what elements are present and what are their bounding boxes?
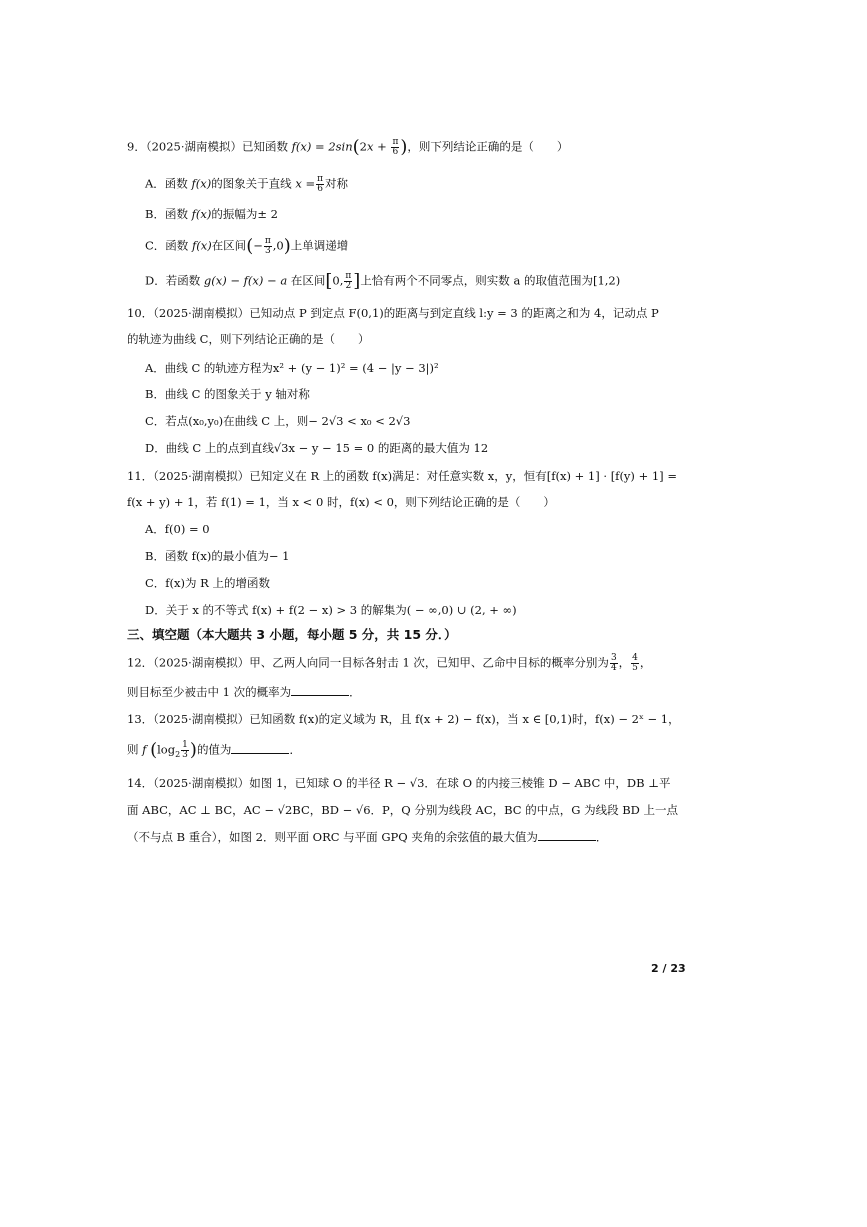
q9-c-text2: 在区间: [211, 238, 247, 253]
q9-stem-math: f(x) = 2sin: [291, 139, 353, 154]
q10-option-b: B．曲线 C 的图象关于 y 轴对称: [145, 387, 310, 401]
q12-text2: 则目标至少被击中 1 次的概率为: [127, 685, 292, 699]
q9-a-text1: A．函数: [145, 176, 192, 191]
section-3-heading: 三、填空题（本大题共 3 小题，每小题 5 分，共 15 分．）: [127, 627, 457, 642]
q13-text2: 的值为: [196, 742, 232, 757]
q14-line3: [127, 829, 607, 845]
page-number: 2 / 23: [651, 962, 686, 975]
q9-a-math1: f(x): [191, 176, 212, 191]
q9-b-text2: 的振幅为± 2: [211, 207, 278, 221]
q10-option-c: C．若点(x₀,y₀)在曲线 C 上，则− 2√3 < x₀ < 2√3: [145, 414, 411, 428]
q9-d-math: g(x) − f(x) − a: [203, 273, 288, 288]
q9-b-text1: B．函数: [145, 207, 192, 221]
q14-line1: 14．（2025·湖南模拟）如图 1，已知球 O 的半径 R − √3．在球 O 的内接三棱锥 D − ABC 中，DB ⊥平: [127, 776, 671, 790]
q9-option-c: C．函数 f(x)在区间(− $\frac{\pi}{3}$ ,0)上单调递增: [145, 235, 349, 257]
q11-option-d: D．关于 x 的不等式 f(x) + f(2 − x) > 3 的解集为( − ∞,0) ∪ (2, + ∞): [145, 603, 517, 617]
q9-option-d: D．若函数 g(x) − f(x) − a 在区间[0, $\frac{\pi}{2}$ ]上恰有两个不同零点，则实数 a 的取值范围为[1,2): [145, 270, 621, 292]
q9-a-math2: x =: [295, 176, 316, 191]
q9-option-a: A．函数 f(x)的图象关于直线 x = $\frac{\pi}{6}$ 对称: [145, 174, 349, 194]
q10-option-a: A．曲线 C 的轨迹方程为x² + (y − 1)² = (4 − |y − 3|)²: [145, 361, 439, 375]
q9-b-math: f(x): [191, 207, 212, 221]
q9-c-math: f(x): [191, 238, 212, 253]
q9-c-text3: 上单调递增: [290, 238, 349, 253]
q13-line1: 13．（2025·湖南模拟）已知函数 f(x)的定义域为 R，且 f(x + 2) − f(x)，当 x ∈ [0,1)时，f(x) − 2ˣ − 1，: [127, 712, 680, 726]
q12-sep: ，: [618, 655, 631, 670]
q9-stem-text: 9．（2025·湖南模拟）已知函数: [127, 139, 292, 154]
q14-text3: （不与点 B 重合），如图 2．则平面 ORC 与平面 GPQ 夹角的余弦值的最大值为: [127, 830, 538, 844]
q9-c-text1: C．函数: [145, 238, 192, 253]
q12-answer-blank[interactable]: [291, 684, 349, 696]
q9-d-text2: 在区间: [287, 273, 326, 288]
q11-option-c: C．f(x)为 R 上的增函数: [145, 576, 270, 590]
q10-line1: 10．（2025·湖南模拟）已知动点 P 到定点 F(0,1)的距离与到定直线 l:y = 3 的距离之和为 4，记动点 P: [127, 306, 659, 320]
q11-option-b: B．函数 f(x)的最小值为− 1: [145, 549, 290, 563]
q14-line2: 面 ABC，AC ⊥ BC，AC − √2BC，BD − √6．P，Q 分别为线段 AC，BC 的中点，G 为线段 BD 上一点: [127, 803, 679, 817]
q9-stem-tail: ，则下列结论正确的是（ ）: [407, 139, 569, 154]
q13-end: ．: [289, 742, 301, 757]
q10-option-d: D．曲线 C 上的点到直线√3x − y − 15 = 0 的距离的最大值为 12: [145, 441, 489, 455]
q9-a-text2: 的图象关于直线: [211, 176, 296, 191]
q12-text: 12．（2025·湖南模拟）甲、乙两人向同一目标各射击 1 次，已知甲、乙命中目标的概率分别为: [127, 655, 609, 670]
q13-text1: 则: [127, 742, 143, 757]
q11-line2: f(x + y) + 1，若 f(1) = 1，当 x < 0 时，f(x) < 0，则下列结论正确的是（ ）: [127, 495, 555, 509]
q10-line2: 的轨迹为曲线 C，则下列结论正确的是（ ）: [127, 332, 370, 346]
q13-line2: 则 f ($\log_2$ $\frac{1}{3}$ )的值为 ．: [127, 739, 301, 761]
q12-line1: 12．（2025·湖南模拟）甲、乙两人向同一目标各射击 1 次，已知甲、乙命中目标的概率分别为 $\frac{3}{4}$ ， $\frac{4}{5}$ ，: [127, 653, 652, 673]
q9-stem: 9．（2025·湖南模拟）已知函数 f(x) = 2sin(2x + $\frac{\pi}{6}$ )，则下列结论正确的是（ ）: [127, 136, 569, 158]
q11-line1: 11．（2025·湖南模拟）已知定义在 R 上的函数 f(x)满足：对任意实数 x，y，恒有[f(x) + 1] · [f(y) + 1] =: [127, 469, 677, 483]
q14-end: ．: [595, 830, 608, 844]
q9-d-text1: D．若函数: [145, 273, 204, 288]
q9-a-text3: 对称: [325, 176, 349, 191]
q11-option-a: A．f(0) = 0: [145, 522, 210, 536]
q13-answer-blank[interactable]: [231, 742, 289, 754]
q12-line2: [127, 684, 361, 700]
q9-d-text3: 上恰有两个不同零点，则实数 a 的取值范围为[1,2): [360, 273, 621, 288]
q12-end: ．: [349, 685, 361, 699]
q9-option-b: [145, 206, 278, 222]
q14-answer-blank[interactable]: [538, 829, 596, 841]
